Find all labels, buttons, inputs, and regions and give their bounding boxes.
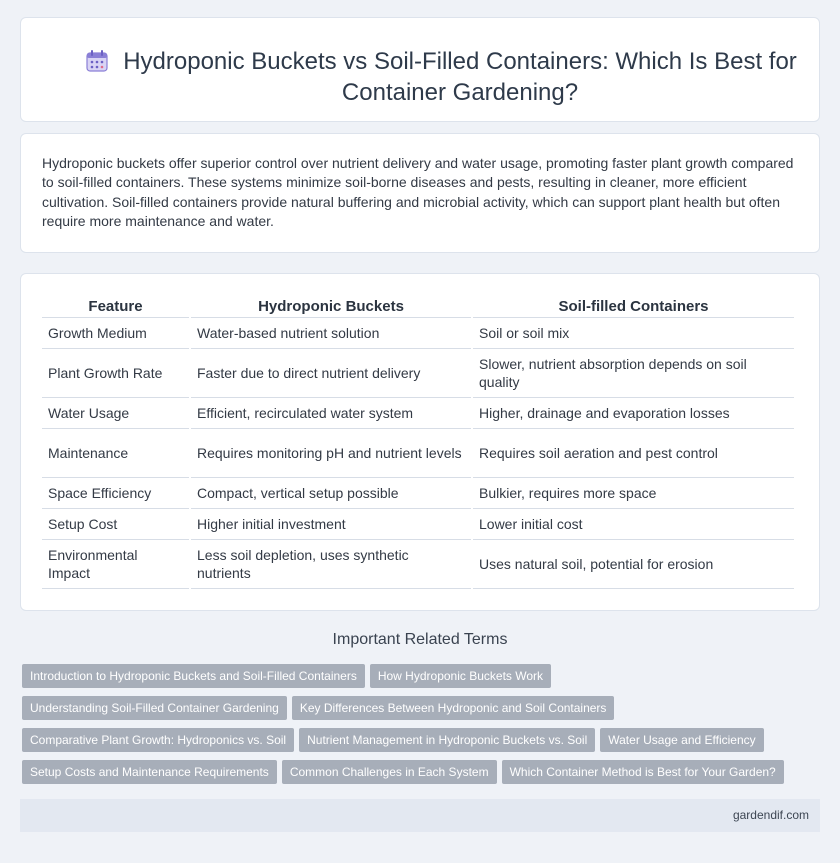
cell-hydroponic: Less soil depletion, uses synthetic nutrients: [191, 540, 471, 589]
cell-soil: Uses natural soil, potential for erosion: [473, 540, 794, 589]
cell-feature: Setup Cost: [42, 509, 189, 540]
cell-soil: Slower, nutrient absorption depends on soil quality: [473, 349, 794, 398]
footer: [20, 799, 820, 832]
related-term-tag[interactable]: Water Usage and Efficiency: [600, 728, 763, 752]
cell-hydroponic: Faster due to direct nutrient delivery: [191, 349, 471, 398]
cell-soil: Higher, drainage and evaporation losses: [473, 398, 794, 429]
comparison-card: [20, 273, 820, 611]
comparison-table: [40, 296, 796, 589]
table-row: [42, 318, 794, 349]
related-term-tag[interactable]: Introduction to Hydroponic Buckets and Soil-Filled Containers: [22, 664, 365, 688]
title-card: [20, 17, 820, 122]
calendar-icon: [83, 47, 111, 75]
intro-card: [20, 133, 820, 253]
table-row: [42, 429, 794, 478]
header-hydroponic: Hydroponic Buckets: [191, 296, 471, 318]
related-term-tag[interactable]: Common Challenges in Each System: [282, 760, 497, 784]
table-row: [42, 509, 794, 540]
related-term-tag[interactable]: Setup Costs and Maintenance Requirements: [22, 760, 277, 784]
cell-hydroponic: Higher initial investment: [191, 509, 471, 540]
related-term-tag[interactable]: Which Container Method is Best for Your Garden?: [502, 760, 784, 784]
cell-hydroponic: Water-based nutrient solution: [191, 318, 471, 349]
related-terms-list: [22, 664, 822, 792]
table-row: [42, 478, 794, 509]
header-soil: Soil-filled Containers: [473, 296, 794, 318]
intro-paragraph: Hydroponic buckets offer superior control over nutrient delivery and water usage, promoting faster plant growth compared to soil-filled containers. These systems minimize soil-borne diseases and pests, resulting in cleaner, more efficient cultivation. Soil-filled containers provide natural buffering and microbial activity, which can support plant health but often require more maintenance and water.: [42, 155, 794, 229]
cell-feature: Maintenance: [42, 429, 189, 478]
related-term-tag[interactable]: Nutrient Management in Hydroponic Buckets vs. Soil: [299, 728, 595, 752]
cell-feature: Plant Growth Rate: [42, 349, 189, 398]
cell-hydroponic: Compact, vertical setup possible: [191, 478, 471, 509]
related-term-tag[interactable]: How Hydroponic Buckets Work: [370, 664, 551, 688]
cell-soil: Soil or soil mix: [473, 318, 794, 349]
related-terms-title: Important Related Terms: [332, 631, 508, 648]
related-term-tag[interactable]: Key Differences Between Hydroponic and Soil Containers: [292, 696, 615, 720]
table-header-row: [42, 296, 794, 318]
cell-feature: Water Usage: [42, 398, 189, 429]
cell-feature: Environmental Impact: [42, 540, 189, 589]
table-row: [42, 398, 794, 429]
page-title: Hydroponic Buckets vs Soil-Filled Containers: Which Is Best for Container Gardening?: [123, 48, 797, 106]
table-row: [42, 349, 794, 398]
footer-site-link[interactable]: gardendif.com: [732, 808, 809, 822]
related-term-tag[interactable]: Understanding Soil-Filled Container Gardening: [22, 696, 287, 720]
cell-soil: Bulkier, requires more space: [473, 478, 794, 509]
cell-feature: Growth Medium: [42, 318, 189, 349]
related-term-tag[interactable]: Comparative Plant Growth: Hydroponics vs. Soil: [22, 728, 294, 752]
cell-feature: Space Efficiency: [42, 478, 189, 509]
cell-soil: Lower initial cost: [473, 509, 794, 540]
table-row: [42, 540, 794, 589]
cell-hydroponic: Requires monitoring pH and nutrient levels: [191, 429, 471, 478]
cell-soil: Requires soil aeration and pest control: [473, 429, 794, 478]
header-feature: Feature: [42, 296, 189, 318]
cell-hydroponic: Efficient, recirculated water system: [191, 398, 471, 429]
